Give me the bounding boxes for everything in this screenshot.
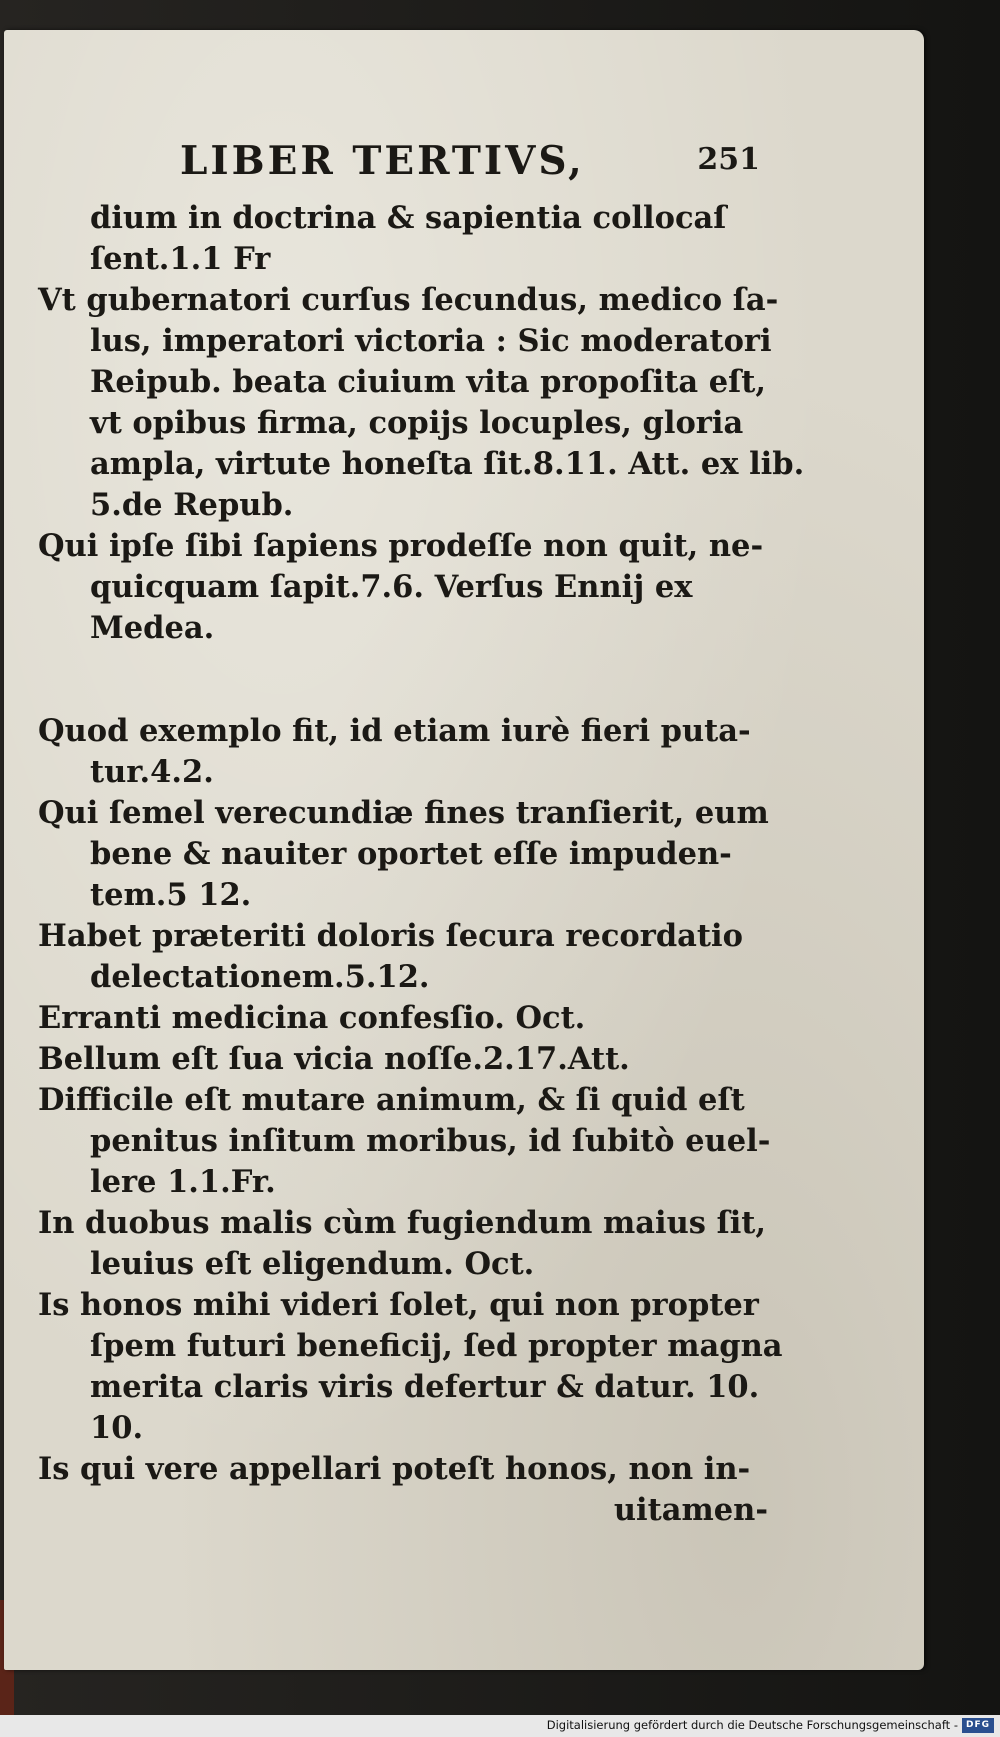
- text-line: Medea.: [90, 610, 215, 646]
- entry-first-line: Is qui vere appellari poteſt honos, non in-: [38, 1451, 751, 1487]
- running-head: LIBER TERTIVS,: [180, 138, 585, 184]
- page-header: [180, 138, 760, 188]
- text-line: leuius eſt eligendum. Oct.: [90, 1246, 535, 1282]
- entry-first-line: Difficile eſt mutare animum, & ſi quid eſt: [38, 1082, 745, 1118]
- entry-first-line: Habet præteriti doloris ſecura recordatio: [38, 918, 743, 954]
- text-line: quicquam ſapit.7.6. Verſus Ennij ex: [90, 569, 693, 605]
- text-line: tem.5 12.: [90, 877, 252, 913]
- digitization-footer: [0, 1715, 1000, 1737]
- text-line: 10.: [90, 1410, 144, 1446]
- page-text: [38, 198, 805, 1531]
- text-line: vt opibus firma, copijs locuples, gloria: [90, 405, 744, 441]
- text-line: penitus inſitum moribus, id ſubitò euel-: [90, 1123, 771, 1159]
- entry-first-line: Bellum eſt ſua vicia noſſe.2.17.Att.: [38, 1041, 630, 1077]
- text-line: ſpem futuri beneficij, ſed propter magna: [90, 1328, 783, 1364]
- entry-first-line: In duobus malis cùm fugiendum maius ſit,: [38, 1205, 767, 1241]
- entry-first-line: Erranti medicina confesſio. Oct.: [38, 1000, 586, 1036]
- text-line: ſent.1.1 Fr: [90, 241, 271, 277]
- text-line: Reipub. beata ciuium vita propoſita eſt,: [90, 364, 766, 400]
- text-line: lus, imperatori victoria : Sic moderatori: [90, 323, 772, 359]
- entry-first-line: Qui ſemel verecundiæ fines tranſierit, eum: [38, 795, 769, 831]
- entry-first-line: Vt gubernatori curſus ſecundus, medico ſa-: [38, 282, 779, 318]
- text-line: ampla, virtute honeſta ſit.8.11. Att. ex lib.: [90, 446, 805, 482]
- entry-first-line: Qui ipſe ſibi ſapiens prodeſſe non quit, ne-: [38, 528, 764, 564]
- text-line: delectationem.5.12.: [90, 959, 430, 995]
- text-line: lere 1.1.Fr.: [90, 1164, 276, 1200]
- text-line: 5.de Repub.: [90, 487, 294, 523]
- text-line: merita claris viris defertur & datur. 10.: [90, 1369, 760, 1405]
- catchword: uitamen-: [613, 1492, 768, 1528]
- page-number: 251: [697, 142, 760, 177]
- entry-first-line: Is honos mihi videri ſolet, qui non propter: [38, 1287, 759, 1323]
- text-line: tur.4.2.: [90, 754, 214, 790]
- entry-first-line: Quod exemplo fit, id etiam iurè fieri puta-: [38, 713, 751, 749]
- dfg-logo-icon: DFG: [962, 1718, 994, 1733]
- section-gap: [38, 649, 768, 711]
- footer-credit: Digitalisierung gefördert durch die Deutsche Forschungsgemeinschaft -: [546, 1718, 958, 1732]
- text-line: bene & nauiter oportet eſſe impuden-: [90, 836, 732, 872]
- text-line: dium in doctrina & sapientia collocaſ: [90, 200, 727, 236]
